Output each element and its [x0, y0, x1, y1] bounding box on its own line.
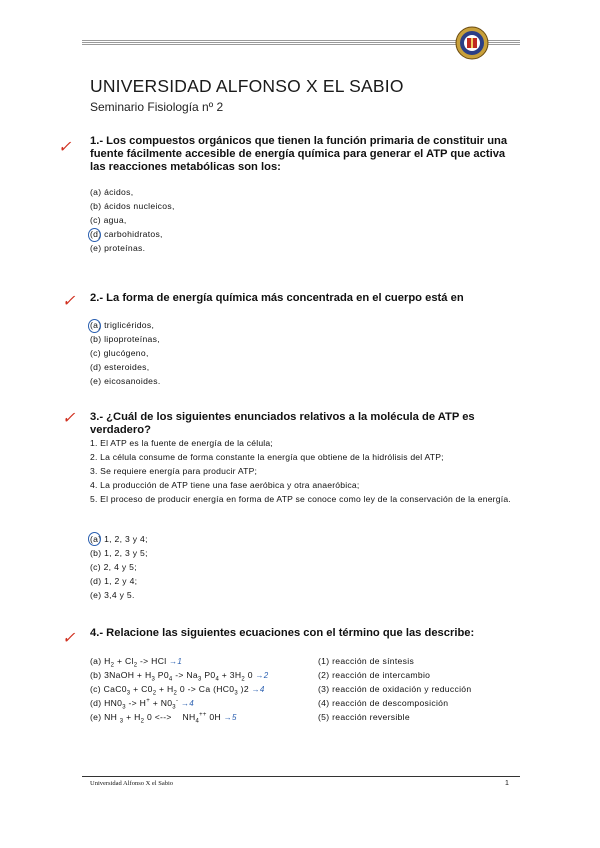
q3-statement-2: 2. La célula consume de forma constante la energía que obtiene de la hidrólisis del ATP; — [90, 452, 444, 462]
term-3: (3) reacción de oxidación y reducción — [318, 684, 472, 694]
term-1: (1) reacción de síntesis — [318, 656, 415, 666]
q3-statement-3: 3. Se requiere energía para producir ATP; — [90, 466, 258, 476]
equation-e: (e) NH $_3 + H_2$ 0 <--> $NH_4^{++}$ 0H →5 — [90, 712, 237, 725]
q3-statement-4: 4. La producción de ATP tiene una fase aeróbica y otra anaeróbica; — [90, 480, 360, 490]
q1-option-b: (b) ácidos nucleicos, — [90, 201, 175, 211]
handwritten-answer: →5 — [223, 713, 237, 722]
equation-a: (a) $H_2 + Cl_2$ -> HCl →1 — [90, 656, 183, 669]
q2-option-c: (c) glucógeno, — [90, 348, 149, 358]
question-1: 1.- Los compuestos orgánicos que tienen la función primaria de constituir una fuente fácilmente accesible de energía química para generar el ATP que activa las reacciones metabólicas son los: — [90, 135, 508, 174]
q1-option-e: (e) proteínas. — [90, 243, 146, 253]
equation-b: (b) 3NaOH + $H_3$ $P0_4 -> Na_3$ $P0_4 + 3H_2$ 0 →2 — [90, 670, 269, 683]
selected-answer-circle — [88, 319, 101, 333]
question-2: 2.- La forma de energía química más concentrada en el cuerpo está en — [90, 292, 464, 304]
term-2: (2) reacción de intercambio — [318, 670, 431, 680]
q3-statement-5: 5. El proceso de producir energía en forma de ATP se conoce como ley de la conservación de la energía. — [90, 494, 511, 504]
q2-option-a: (a) triglicéridos, — [90, 320, 155, 330]
q2-option-b: (b) lipoproteínas, — [90, 334, 160, 344]
page-subtitle: Seminario Fisiología nº 2 — [90, 100, 224, 114]
q2-option-d: (d) esteroides, — [90, 362, 150, 372]
question-3: 3.- ¿Cuál de los siguientes enunciados relativos a la molécula de ATP es verdadero? — [90, 411, 475, 437]
equation-c: (c) $CaC0_3 + C0_2 + H_2$ 0 -> Ca ($HC0_3$ )2 →4 — [90, 684, 265, 697]
check-mark-icon: ✓ — [62, 293, 76, 310]
footer-text: Universidad Alfonso X el Sabio — [90, 780, 174, 787]
q2-option-e: (e) eicosanoides. — [90, 376, 161, 386]
handwritten-answer: →4 — [180, 699, 195, 708]
page-title: UNIVERSIDAD ALFONSO X EL SABIO — [90, 76, 404, 96]
check-mark-icon: ✓ — [58, 139, 72, 156]
q3-option-e: (e) 3,4 y 5. — [90, 590, 135, 600]
q3-option-a: (a) 1, 2, 3 y 4; — [90, 534, 148, 544]
term-5: (5) reacción reversible — [318, 712, 410, 722]
footer-rule — [82, 776, 520, 777]
q1-option-a: (a) ácidos, — [90, 187, 134, 197]
q3-option-b: (b) 1, 2, 3 y 5; — [90, 548, 148, 558]
question-4: 4.- Relacione las siguientes ecuaciones con el término que las describe: — [90, 627, 475, 639]
q3-option-c: (c) 2, 4 y 5; — [90, 562, 137, 572]
selected-answer-circle — [88, 532, 101, 546]
handwritten-answer: →4 — [251, 685, 265, 694]
handwritten-answer: →2 — [255, 671, 269, 680]
q1-option-d: (d) carbohidratos, — [90, 229, 163, 239]
handwritten-answer: →1 — [169, 657, 183, 666]
q3-option-d: (d) 1, 2 y 4; — [90, 576, 138, 586]
check-mark-icon: ✓ — [62, 410, 76, 427]
university-seal — [455, 26, 489, 60]
equation-d: (d) $HN0_3 -> H^+ + N0_3^- \to 4$ — [90, 698, 195, 711]
selected-answer-circle — [88, 228, 101, 242]
page-number: 1 — [505, 780, 509, 787]
term-4: (4) reacción de descomposición — [318, 698, 449, 708]
q1-option-c: (c) agua, — [90, 215, 127, 225]
check-mark-icon: ✓ — [62, 630, 76, 647]
q3-statement-1: 1. El ATP es la fuente de energía de la célula; — [90, 438, 273, 448]
